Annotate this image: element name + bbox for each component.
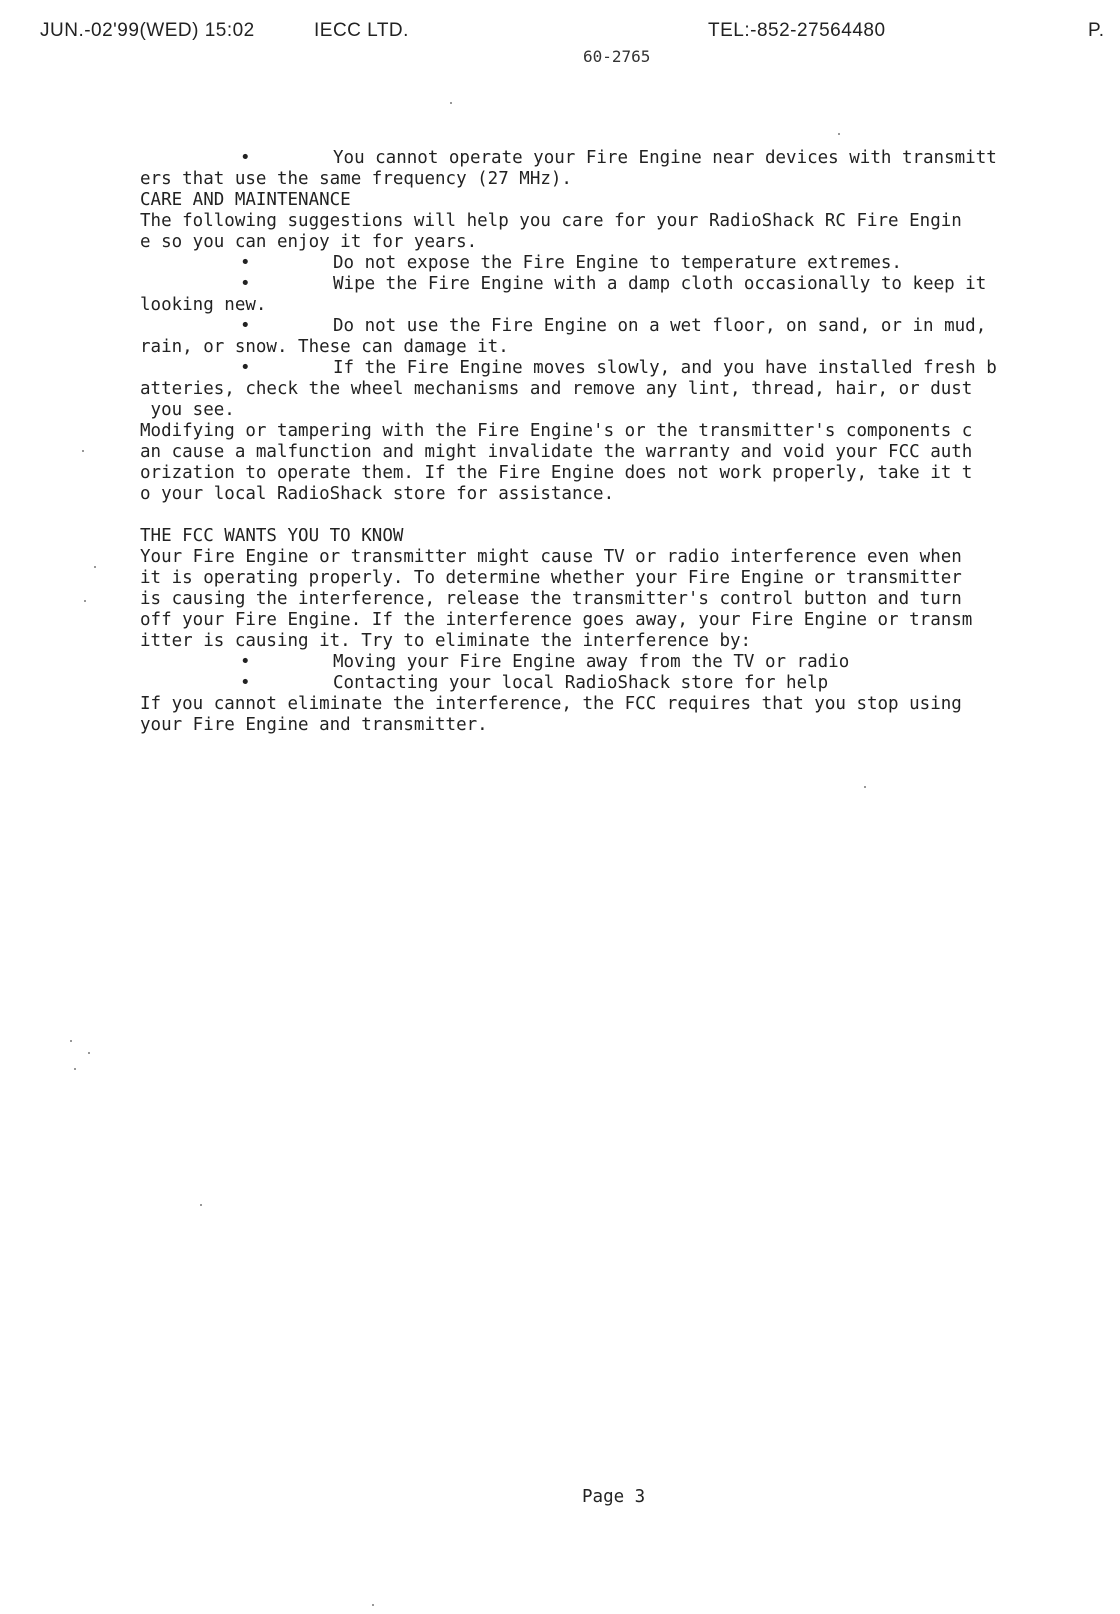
text-line: Your Fire Engine or transmitter might cause TV or radio interference even when [140, 547, 962, 567]
bullet-line [140, 148, 1100, 169]
text-line: itter is causing it. Try to eliminate the interference by: [140, 631, 752, 651]
scan-speck [450, 102, 452, 104]
bullet-text: Wipe the Fire Engine with a damp cloth occasionally to keep it [333, 274, 987, 294]
scan-speck [372, 1604, 374, 1606]
fax-page-marker: P. [1088, 20, 1105, 41]
bullet-line [140, 274, 1100, 295]
text-line: orization to operate them. If the Fire Engine does not work properly, take it t [140, 463, 973, 483]
bullet-dot: • [240, 673, 251, 693]
fax-header [40, 20, 1120, 50]
scan-speck [70, 1040, 72, 1042]
text-line: your Fire Engine and transmitter. [140, 715, 488, 735]
scan-speck [82, 450, 84, 452]
text-line: you see. [140, 400, 235, 420]
page-number: Page 3 [582, 1487, 646, 1507]
text-line: it is operating properly. To determine whether your Fire Engine or transmitter [140, 568, 962, 588]
text-line: is causing the interference, release the transmitter's control button and turn [140, 589, 962, 609]
bullet-line [140, 673, 1100, 694]
scan-speck [84, 600, 86, 602]
section-heading-fcc: THE FCC WANTS YOU TO KNOW [140, 526, 404, 546]
section-heading-care: CARE AND MAINTENANCE [140, 190, 351, 210]
scan-speck [74, 1068, 76, 1070]
text-line: The following suggestions will help you care for your RadioShack RC Fire Engin [140, 211, 962, 231]
scan-speck [88, 1052, 90, 1054]
bullet-line [140, 358, 1100, 379]
bullet-text: You cannot operate your Fire Engine near devices with transmitt [333, 148, 997, 168]
scan-speck [864, 786, 866, 788]
document-body [140, 148, 1100, 736]
text-line: e so you can enjoy it for years. [140, 232, 478, 252]
paragraph-gap [140, 505, 1100, 526]
bullet-line [140, 253, 1100, 274]
text-line: ers that use the same frequency (27 MHz). [140, 169, 572, 189]
bullet-text: Contacting your local RadioShack store for help [333, 673, 829, 693]
fax-date-time: JUN.-02'99(WED) 15:02 [40, 20, 255, 41]
scan-speck [94, 566, 96, 568]
fax-telephone: TEL:-852-27564480 [708, 20, 886, 41]
scan-speck [838, 133, 840, 135]
text-line: Modifying or tampering with the Fire Engine's or the transmitter's components c [140, 421, 973, 441]
bullet-dot: • [240, 652, 251, 672]
document-code: 60-2765 [583, 47, 651, 66]
text-line: rain, or snow. These can damage it. [140, 337, 509, 357]
bullet-dot: • [240, 274, 251, 294]
text-line: o your local RadioShack store for assistance. [140, 484, 615, 504]
text-line: looking new. [140, 295, 267, 315]
bullet-dot: • [240, 316, 251, 336]
text-line: off your Fire Engine. If the interference goes away, your Fire Engine or transm [140, 610, 973, 630]
text-line: atteries, check the wheel mechanisms and remove any lint, thread, hair, or dust [140, 379, 973, 399]
fax-company: IECC LTD. [314, 20, 409, 41]
bullet-dot: • [240, 148, 251, 168]
bullet-text: Moving your Fire Engine away from the TV or radio [333, 652, 850, 672]
bullet-text: Do not use the Fire Engine on a wet floor, on sand, or in mud, [333, 316, 987, 336]
bullet-dot: • [240, 358, 251, 378]
bullet-line [140, 652, 1100, 673]
text-line: an cause a malfunction and might invalidate the warranty and void your FCC auth [140, 442, 973, 462]
text-line: If you cannot eliminate the interference, the FCC requires that you stop using [140, 694, 962, 714]
scan-speck [200, 1204, 202, 1206]
bullet-text: If the Fire Engine moves slowly, and you have installed fresh b [333, 358, 997, 378]
bullet-text: Do not expose the Fire Engine to temperature extremes. [333, 253, 902, 273]
bullet-dot: • [240, 253, 251, 273]
bullet-line [140, 316, 1100, 337]
